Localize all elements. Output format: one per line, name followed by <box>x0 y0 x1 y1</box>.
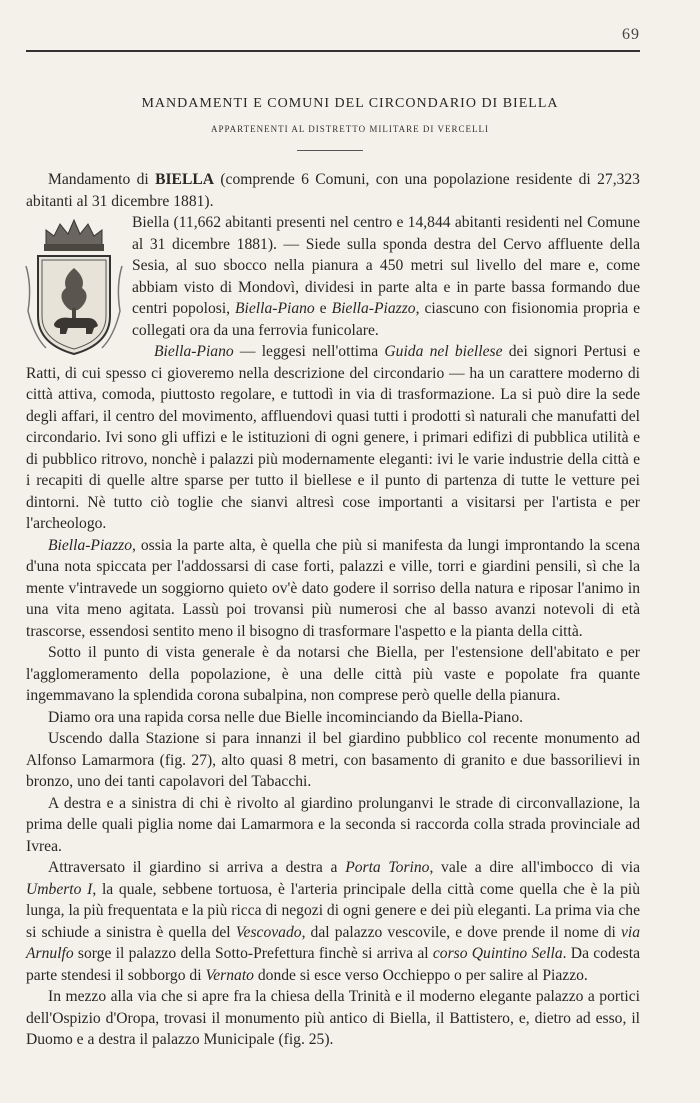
paragraph-corsa: Diamo ora una rapida corsa nelle due Bielle incominciando da Biella-Piano. <box>48 708 524 726</box>
page-title: MANDAMENTI E COMUNI DEL CIRCONDARIO DI BIELLA <box>141 96 559 111</box>
paragraph-porta-torino: Attraversato il giardino si arriva a destra a Porta Torino, vale a dire all'imbocco di via Umberto I, la quale, sebbene tortuosa, è l'arteria principale della città come quella che è la più lunga, la più frequentata e la più ricca di negozi di ogni genere e dei più eleganti. La prima via che si schiude a sinistra è quella del Vescovado, dal palazzo vescovile, e dove prende il nome di via Arnulfo sorge il palazzo della Sotto-Prefettura finchè si arriva al corso Quintino Sella. Da codesta parte stendesi il sobborgo di Vernato donde si esce verso Occhieppo o per salire al Piazzo. <box>26 859 641 984</box>
main-text <box>26 169 640 1051</box>
paragraph-biella-piazzo: Biella-Piazzo, ossia la parte alta, è quella che più si manifesta da lungi improntando la scena d'una nota spiccata per l'addossarsi di case forti, palazzi e ville, torri e giardini pensili, sì che la mente v'intravede un soggiorno quieto ov'è dato godere il sorriso della natura e riposar l'animo in una vita meno agitata. Lassù poi trovansi più numerosi che al basso avanzi notevoli di età trascorse, essendosi sentito meno il bisogno di trasformare l'aspetto e la pianta della città. <box>26 536 640 640</box>
paragraph-biella-piano: Biella-Piano — leggesi nell'ottima Guida nel biellese dei signori Pertusi e Ratti, di cui spesso ci gioveremo nella descrizione del circondario — ha un carattere moderno di città attiva, comoda, piuttosto regolare, e tuttodì in via di trasformazione. La si può dire la sede degli affari, il centro del movimento, affluendovi quasi tutti i prodotti sì naturali che manufatti del circondario. Ivi sono gli uffizi e le istituzioni di ogni genere, i primari edifizi di pubblica utilità e di pubblico ritrovo, nonchè i palazzi più modernamente eleganti: ivi le varie industrie della città e i recapiti di quelle altre sparse per tutto il biellese e il punto di partenza di tutte le vetture pei dintorni. Nè tutto ciò toglie che sianvi altresì cose importanti a visitarsi per l'artista e per l'archeologo. <box>26 343 640 532</box>
header-rule <box>26 50 640 52</box>
paragraph-general: Sotto il punto di vista generale è da notarsi che Biella, per l'estensione dell'abitato e per l'agglomeramento della popolazione, è una delle città più vaste e popolate fra quante ingemmavano la splendida corona subalpina, non comprese però quelle della pianura. <box>26 644 640 704</box>
paragraph-lead: Mandamento di BIELLA (comprende 6 Comuni, con una popolazione residente di 27,323 abitanti al 31 dicembre 1881). <box>26 171 640 210</box>
paragraph-battistero: In mezzo alla via che si apre fra la chiesa della Trinità e il moderno elegante palazzo a portici dell'Ospizio d'Oropa, trovasi il monumento più antico di Biella, il Battistero, e, dietro ad esso, il Duomo e a destra il palazzo Municipale (fig. 25). <box>26 988 640 1048</box>
page-number: 69 <box>622 26 640 43</box>
mandamento-name: BIELLA <box>155 171 215 188</box>
paragraph-biella: Biella (11,662 abitanti presenti nel centro e 14,844 abitanti residenti nel Comune al 31 dicembre 1881). — Siede sulla sponda destra del Cervo affluente della Sesia, al suo sbocco nella pianura a 450 metri sul livello del mare e, come abbiam visto di Mondovì, dividesi in parte alta e in parte bassa formando due centri popolosi, Biella-Piano e Biella-Piazzo, ciascuno con fisionomia propria e collegati ora da una ferrovia funicolare. <box>132 214 640 339</box>
coat-of-arms-icon <box>24 216 124 359</box>
paragraph-stazione: Uscendo dalla Stazione si para innanzi il bel giardino pubblico col recente monumento ad Alfonso Lamarmora (fig. 27), alto quasi 8 metri, con basamento di granito e due bassorilievi in bronzo, uno dei tanti capolavori del Tabacchi. <box>26 730 640 790</box>
title-rule <box>297 150 363 151</box>
page-subtitle: APPARTENENTI AL DISTRETTO MILITARE DI VERCELLI <box>211 124 489 134</box>
paragraph-circonvallazione: A destra e a sinistra di chi è rivolto al giardino prolunganvi le strade di circonvallazione, la prima delle quali piglia nome dai Lamarmora e la seconda si raccorda colla strada provinciale ad Ivrea. <box>26 794 640 855</box>
